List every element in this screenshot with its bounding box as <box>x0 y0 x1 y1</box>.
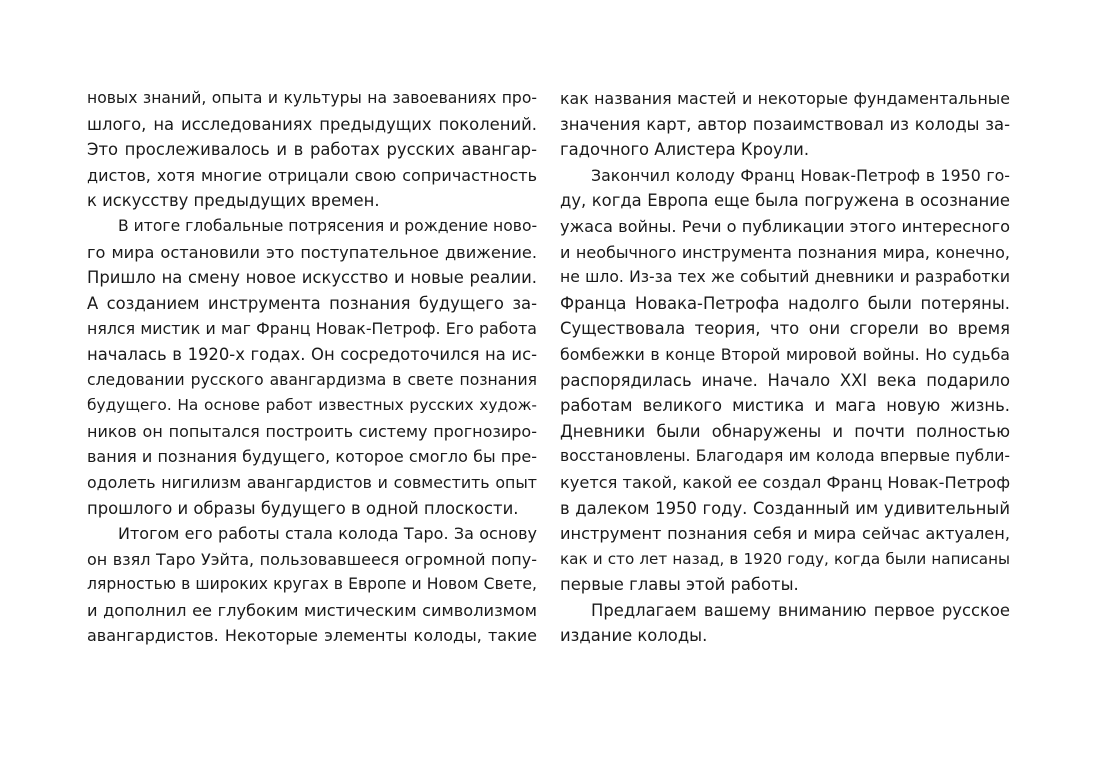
text-line: не шло. Из-за тех же событий дневники и разработки <box>560 268 1010 287</box>
text-line: он взял Таро Уэйта, пользовавшееся огромной попу- <box>87 549 537 569</box>
text-line: новых знаний, опыта и культуры на завоеваниях про- <box>87 89 537 107</box>
text-line: А созданием инструмента познания будущего за- <box>87 293 537 313</box>
text-line: и необычного инструмента познания мира, конечно, <box>560 242 1010 262</box>
text-line: и дополнил ее глубоким мистическим символизмом <box>87 600 537 620</box>
text-line: издание колоды. <box>560 626 708 646</box>
text-line: распорядилась иначе. Начало XXI века подарило <box>560 370 1010 390</box>
text-line: восстановлены. Благодаря им колода впервые публи- <box>560 447 1010 466</box>
text-line: Предлагаем вашему вниманию первое русское <box>591 600 1010 620</box>
text-line: ду, когда Европа еще была погружена в осознание <box>560 191 1010 211</box>
text-line: прошлого и образы будущего в одной плоскости. <box>87 498 519 518</box>
text-line: Итогом его работы стала колода Таро. За основу <box>118 524 537 544</box>
text-line: авангардистов. Некоторые элементы колоды, такие <box>87 626 537 646</box>
text-line: будущего. На основе работ известных русских худож- <box>87 396 537 415</box>
text-line: значения карт, автор позаимствовал из колоды за- <box>560 114 1010 134</box>
text-line: как и сто лет назад, в 1920 году, когда были написаны <box>560 549 1010 568</box>
text-line: куется такой, какой ее создал Франц Новак-Петроф <box>560 472 1010 492</box>
text-line: к искусству предыдущих времен. <box>87 191 380 211</box>
text-line: одолеть нигилизм авангардистов и совместить опыт <box>87 472 537 492</box>
text-line: гадочного Алистера Кроули. <box>560 140 810 160</box>
text-line: бомбежки в конце Второй мировой войны. Но судьба <box>560 344 1010 364</box>
text-line: Пришло на смену новое искусство и новые реалии. <box>87 268 537 288</box>
text-column-left <box>87 86 537 649</box>
text-line: началась в 1920-х годах. Он сосредоточился на ис- <box>87 344 537 364</box>
text-line: лярностью в широких кругах в Европе и Новом Свете, <box>87 575 537 594</box>
text-line: дистов, хотя многие отрицали свою сопричастность <box>87 165 537 185</box>
text-line: вания и познания будущего, которое смогло бы пре- <box>87 447 537 467</box>
text-line: как названия мастей и некоторые фундаментальные <box>560 89 1010 108</box>
text-line: ников он попытался построить систему прогнозиро- <box>87 421 537 441</box>
text-line: работам великого мистика и мага новую жизнь. <box>560 396 1010 416</box>
text-line: первые главы этой работы. <box>560 575 799 595</box>
text-line: следовании русского авангардизма в свете познания <box>87 370 537 389</box>
text-line: Дневники были обнаружены и почти полностью <box>560 421 1010 441</box>
text-line: шлого, на исследованиях предыдущих поколений. <box>87 114 537 134</box>
text-column-right <box>560 86 1010 649</box>
text-line: го мира остановили это поступательное движение. <box>87 242 537 262</box>
text-line: Существовала теория, что они сгорели во время <box>560 319 1010 339</box>
text-line: В итоге глобальные потрясения и рождение ново- <box>118 216 537 235</box>
text-line: нялся мистик и маг Франц Новак-Петроф. Его работа <box>87 319 537 339</box>
text-line: ужаса войны. Речи о публикации этого интересного <box>560 216 1010 236</box>
text-line: в далеком 1950 году. Созданный им удивительный <box>560 498 1010 518</box>
text-line: Это прослеживалось и в работах русских авангар- <box>87 140 537 160</box>
text-line: инструмент познания себя и мира сейчас актуален, <box>560 524 1010 544</box>
text-line: Закончил колоду Франц Новак-Петроф в 1950 го- <box>591 165 1010 185</box>
text-line: Франца Новака-Петрофа надолго были потеряны. <box>560 293 1010 313</box>
